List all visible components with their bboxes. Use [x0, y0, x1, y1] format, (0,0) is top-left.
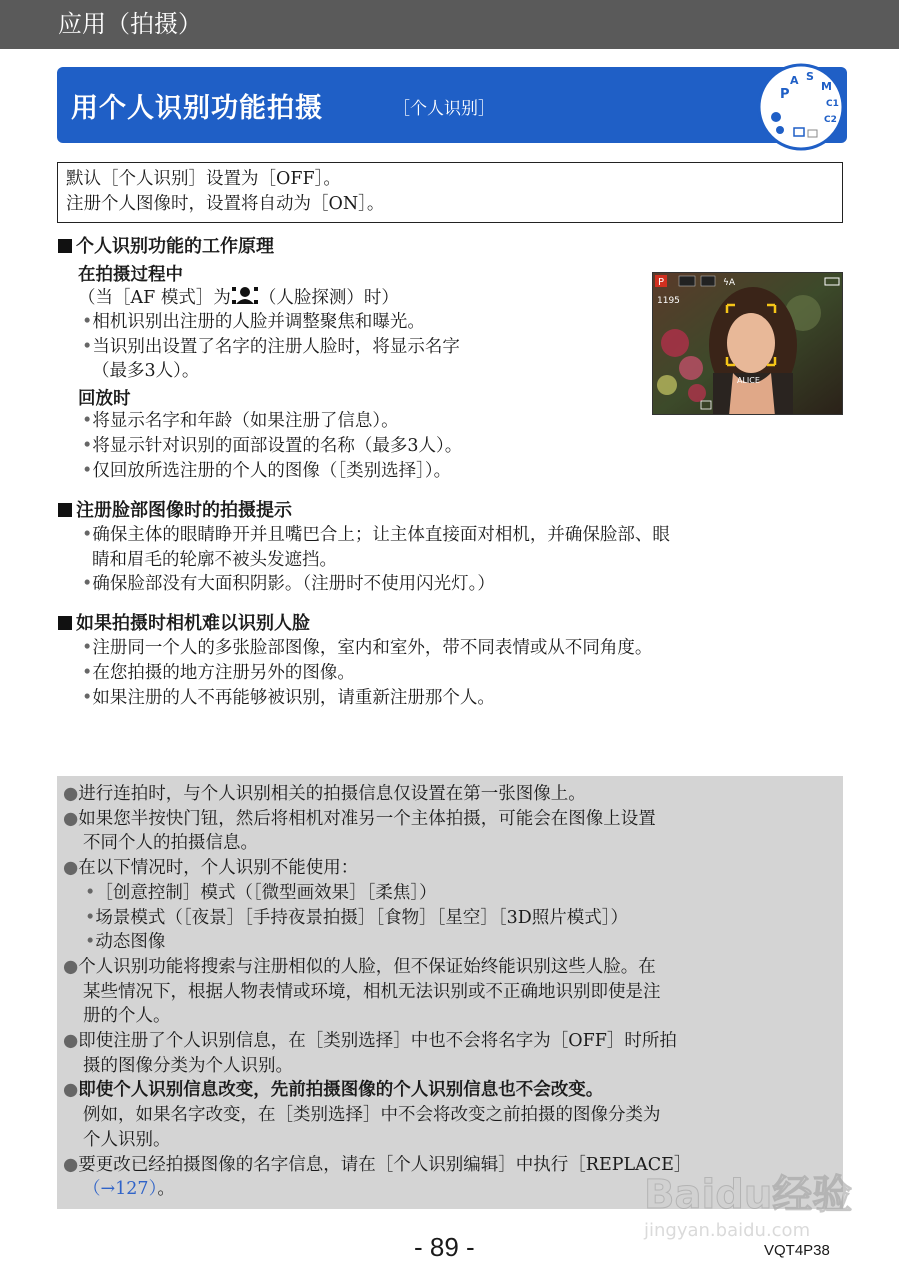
camera-screen-illustration — [652, 272, 843, 415]
note-line-1: 默认［个人识别］设置为［OFF］。 — [66, 169, 341, 189]
remaining-count: 1195 — [657, 296, 680, 306]
face-name-tag: ALICE — [737, 376, 760, 385]
section-header: 应用（拍摄） — [0, 0, 899, 49]
notes-box — [57, 776, 843, 1209]
section-heading-principle — [58, 232, 274, 258]
page-reference-link[interactable]: （→127） — [83, 1179, 158, 1199]
note-continued: （→127）。 — [83, 1179, 175, 1199]
section-heading-tips — [58, 496, 292, 522]
list-item: •将显示针对识别的面部设置的名称（最多3人）。 — [82, 436, 463, 456]
note-subitem: •场景模式（［夜景］［手持夜景拍摄］［食物］［星空］［3D照片模式］） — [85, 908, 628, 928]
list-item-continued: 睛和眉毛的轮廓不被头发遮挡。 — [92, 550, 337, 570]
note-item: ●在以下情况时，个人识别不能使用： — [63, 858, 359, 878]
baidu-watermark-logo — [640, 1150, 860, 1250]
note-item: ●如果您半按快门钮，然后将相机对准另一个主体拍摄，可能会在图像上设置 — [63, 809, 656, 829]
section-heading-text: 如果拍摄时相机难以识别人脸 — [76, 613, 310, 634]
default-setting-note — [57, 162, 843, 223]
dial-letter-m: M — [821, 80, 832, 93]
list-item: •注册同一个人的多张脸部图像，室内和室外，带不同表情或从不同角度。 — [82, 638, 653, 658]
list-item: •确保主体的眼睛睁开并且嘴巴合上；让主体直接面对相机，并确保脸部、眼 — [82, 525, 670, 545]
dial-letter-a: A — [790, 74, 799, 87]
square-bullet-icon — [58, 239, 72, 253]
note-item: ●要更改已经拍摄图像的名字信息，请在［个人识别编辑］中执行［REPLACE］ — [63, 1155, 692, 1175]
subheading-playback: 回放时 — [78, 389, 131, 409]
list-item: •将显示名字和年龄（如果注册了信息）。 — [82, 411, 399, 431]
square-bullet-icon — [58, 616, 72, 630]
dial-letter-c2: C2 — [824, 115, 837, 125]
subheading-recording: 在拍摄过程中 — [78, 265, 183, 285]
list-item: •确保脸部没有大面积阴影。（注册时不使用闪光灯。） — [82, 574, 495, 594]
note-subitem: •动态图像 — [85, 932, 166, 952]
dial-letter-c1: C1 — [826, 99, 839, 109]
note-continued: 某些情况下，根据人物表情或环境，相机无法识别或不正确地识别即使是注 — [83, 982, 661, 1002]
list-item: •如果注册的人不再能够被识别，请重新注册那个人。 — [82, 688, 495, 708]
face-detection-icon — [231, 285, 259, 312]
note-continued: 册的个人。 — [83, 1006, 171, 1026]
note-line-2: 注册个人图像时，设置将自动为［ON］。 — [66, 194, 385, 214]
svg-text:jingyan.baidu.com: jingyan.baidu.com — [644, 1220, 811, 1241]
list-item-continued: （最多3人）。 — [92, 361, 200, 381]
page-title: 用个人识别功能拍摄 — [71, 93, 323, 124]
note-subitem: •［创意控制］模式（［微型画效果］［柔焦］） — [85, 883, 437, 903]
list-item: •相机识别出注册的人脸并调整聚焦和曝光。 — [82, 312, 425, 332]
svg-text:P: P — [658, 277, 665, 288]
dial-letter-s: S — [806, 70, 814, 83]
mode-dial-icon — [756, 62, 846, 152]
note-item: ●即使注册了个人识别信息，在［类别选择］中也不会将名字为［OFF］时所拍 — [63, 1031, 677, 1051]
list-item: •当识别出设置了名字的注册人脸时，将显示名字 — [82, 337, 460, 357]
note-continued: 例如，如果名字改变，在［类别选择］中不会将改变之前拍摄的图像分类为 — [83, 1105, 661, 1125]
section-heading-text: 注册脸部图像时的拍摄提示 — [76, 500, 292, 521]
note-item: ●个人识别功能将搜索与注册相似的人脸，但不保证始终能识别这些人脸。在 — [63, 957, 656, 977]
note-item-bold: ●即使个人识别信息改变，先前拍摄图像的个人识别信息也不会改变。 — [63, 1080, 604, 1100]
dial-letter-p: P — [780, 87, 790, 102]
list-item: •仅回放所选注册的个人的图像（［类别选择］）。 — [82, 461, 452, 481]
note-item: ●进行连拍时，与个人识别相关的拍摄信息仅设置在第一张图像上。 — [63, 784, 586, 804]
menu-name: ［个人识别］ — [393, 99, 495, 119]
note-continued: 摄的图像分类为个人识别。 — [83, 1056, 293, 1076]
svg-text:Baidu经验: Baidu经验 — [644, 1172, 853, 1218]
svg-text:ϟA: ϟA — [723, 278, 736, 288]
square-bullet-icon — [58, 503, 72, 517]
recording-intro: （当［AF 模式］为 （人脸探测）时） — [78, 285, 399, 312]
section-heading-text: 个人识别功能的工作原理 — [76, 236, 274, 257]
note-continued: 不同个人的拍摄信息。 — [83, 833, 258, 853]
note-continued: 个人识别。 — [83, 1130, 171, 1150]
document-code: VQT4P38 — [764, 1242, 830, 1259]
section-heading-difficult — [58, 609, 310, 635]
page-number: - 89 - — [414, 1232, 475, 1262]
title-banner — [57, 67, 847, 143]
list-item: •在您拍摄的地方注册另外的图像。 — [82, 663, 355, 683]
